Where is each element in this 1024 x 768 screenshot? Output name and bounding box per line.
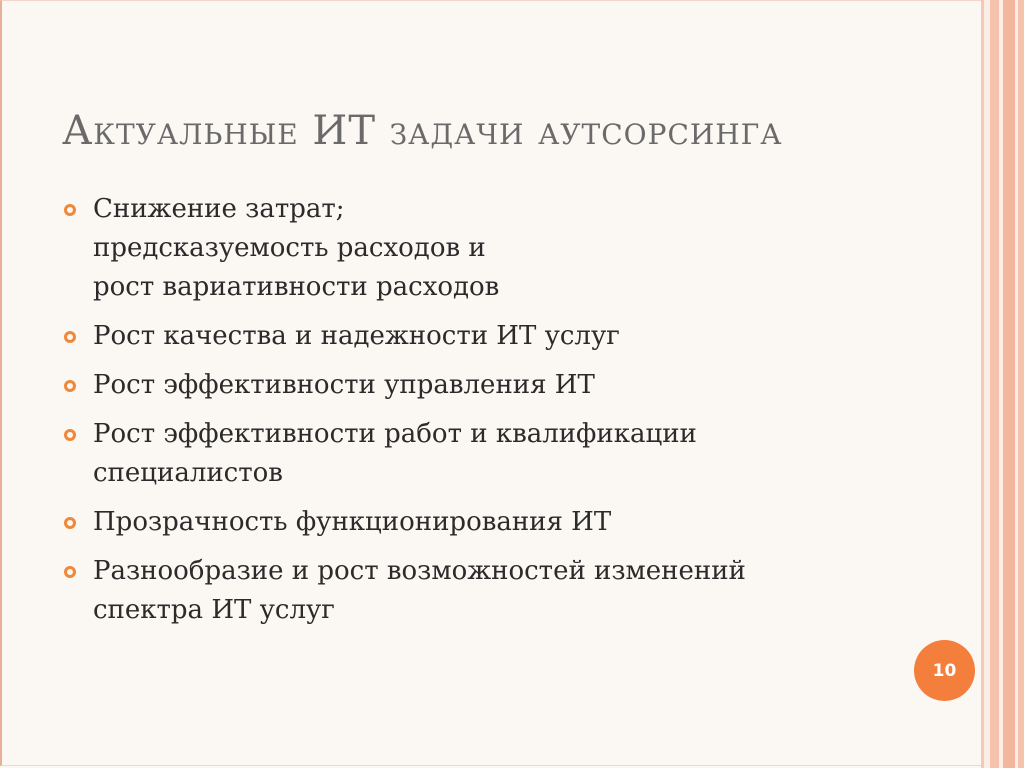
bullet-item (62, 317, 922, 356)
bullet-text: Снижение затрат; (93, 194, 345, 224)
bullet-item (62, 415, 922, 493)
bullet-circle-icon (64, 331, 76, 343)
bullet-item (62, 552, 922, 630)
stripe (990, 0, 999, 768)
stripe (1003, 0, 1015, 768)
bullet-text: спектра ИТ услуг (93, 595, 335, 625)
page-number: 10 (932, 660, 957, 681)
bullet-text: Рост эффективности работ и квалификации (93, 419, 697, 449)
bullet-circle-icon (64, 380, 76, 392)
slide-title: Актуальные ИТ задачи аутсорсинга (62, 108, 783, 154)
bullet-circle-icon (64, 429, 76, 441)
bullet-item (62, 366, 922, 405)
bullet-text: специалистов (93, 458, 283, 488)
page-number-badge (914, 640, 975, 701)
decorative-stripes (981, 0, 1024, 768)
bullet-circle-icon (64, 566, 76, 578)
bullet-text: предсказуемость расходов и (93, 233, 486, 263)
bullet-text: Разнообразие и рост возможностей изменений (93, 556, 746, 586)
bullet-text: рост вариативности расходов (93, 272, 500, 302)
bullet-circle-icon (64, 204, 76, 216)
bullet-circle-icon (64, 517, 76, 529)
bullet-text: Рост эффективности управления ИТ (93, 370, 595, 400)
stripe (1018, 0, 1024, 768)
bullet-text: Прозрачность функционирования ИТ (93, 507, 612, 537)
bullet-item (62, 190, 922, 307)
bullet-text: Рост качества и надежности ИТ услуг (93, 321, 620, 351)
bullet-list (62, 190, 922, 640)
bullet-item (62, 503, 922, 542)
